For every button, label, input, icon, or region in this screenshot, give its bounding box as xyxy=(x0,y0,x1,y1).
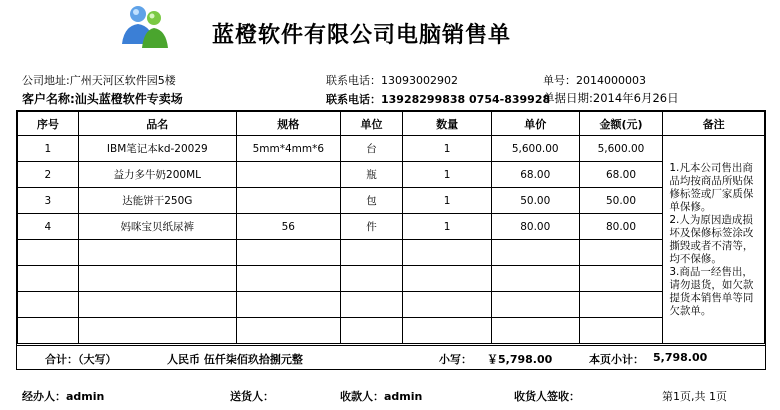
customer-phone: 联系电话：13928299838 0754-839928 xyxy=(326,93,551,106)
cell-spec: 5mm*4mm*6 xyxy=(236,136,340,162)
col-header-note: 备注 xyxy=(663,112,765,136)
small-label: 小写： xyxy=(439,353,472,366)
cell-spec: 56 xyxy=(236,214,340,240)
customer-name: 客户名称:汕头蓝橙软件专卖场 xyxy=(22,92,183,106)
cell-amount: 5,600.00 xyxy=(579,136,663,162)
note-cell xyxy=(663,136,765,344)
table-row xyxy=(18,214,765,240)
bill-date: 单据日期:2014年6月26日 xyxy=(543,91,679,105)
col-header-price: 单价 xyxy=(491,112,579,136)
cell-no: 4 xyxy=(18,214,79,240)
col-header-spec: 规格 xyxy=(236,112,340,136)
cell-amount: 50.00 xyxy=(579,188,663,214)
cell-unit: 瓶 xyxy=(340,162,403,188)
empty-row xyxy=(18,318,765,344)
total-label: 合计：（大写） xyxy=(45,353,117,366)
page-subtotal-value: 5,798.00 xyxy=(653,351,708,364)
empty-row xyxy=(18,266,765,292)
cell-amount: 80.00 xyxy=(579,214,663,240)
payee: 收款人：admin xyxy=(340,390,423,403)
col-header-name: 品名 xyxy=(78,112,236,136)
cell-amount: 68.00 xyxy=(579,162,663,188)
note-line-3: 3.商品一经售出，请勿退货，如欠款提货本销售单等同欠款单。 xyxy=(669,265,754,317)
cell-qty: 1 xyxy=(403,162,492,188)
document-title: 蓝橙软件有限公司电脑销售单 xyxy=(212,22,512,48)
deliverer: 送货人： xyxy=(230,390,274,403)
summary-row xyxy=(16,345,766,370)
col-header-no: 序号 xyxy=(18,112,79,136)
small-value: ￥5,798.00 xyxy=(487,353,553,366)
handler: 经办人：admin xyxy=(22,390,105,403)
table-row xyxy=(18,188,765,214)
cell-spec xyxy=(236,162,340,188)
cell-qty: 1 xyxy=(403,214,492,240)
cell-spec xyxy=(236,188,340,214)
cell-no: 1 xyxy=(18,136,79,162)
cell-name: 妈咪宝贝纸尿裤 xyxy=(78,214,236,240)
cell-price: 50.00 xyxy=(491,188,579,214)
cell-no: 2 xyxy=(18,162,79,188)
cell-price: 5,600.00 xyxy=(491,136,579,162)
cell-no: 3 xyxy=(18,188,79,214)
cell-name: 达能饼干250G xyxy=(78,188,236,214)
page-subtotal-label: 本页小计： xyxy=(589,353,644,366)
receiver: 收货人签收： xyxy=(514,390,580,403)
cell-name: 益力多牛奶200ML xyxy=(78,162,236,188)
cell-price: 80.00 xyxy=(491,214,579,240)
empty-row xyxy=(18,240,765,266)
sales-table xyxy=(16,110,766,370)
col-header-unit: 单位 xyxy=(340,112,403,136)
col-header-qty: 数量 xyxy=(403,112,492,136)
cell-unit: 台 xyxy=(340,136,403,162)
note-line-2: 2.人为原因造成损坏及保修标签涂改撕毁或者不清等，均不保修。 xyxy=(669,213,754,265)
total-words: 人民币 伍仟柒佰玖拾捌元整 xyxy=(167,353,303,366)
company-address: 公司地址:广州天河区软件园5楼 xyxy=(22,74,176,87)
cell-unit: 件 xyxy=(340,214,403,240)
cell-name: IBM笔记本kd-20029 xyxy=(78,136,236,162)
cell-qty: 1 xyxy=(403,136,492,162)
company-logo xyxy=(116,4,172,54)
page-indicator: 第1页,共 1页 xyxy=(662,390,727,403)
cell-price: 68.00 xyxy=(491,162,579,188)
table-row xyxy=(18,162,765,188)
table-row xyxy=(18,136,765,162)
cell-qty: 1 xyxy=(403,188,492,214)
col-header-amount: 金额(元) xyxy=(579,112,663,136)
order-number: 单号：2014000003 xyxy=(543,74,646,87)
cell-unit: 包 xyxy=(340,188,403,214)
note-line-1: 1.凡本公司售出商品均按商品所贴保修标签或厂家质保单保修。 xyxy=(669,161,754,213)
table-header-row xyxy=(18,112,765,136)
company-phone: 联系电话：13093002902 xyxy=(326,74,458,87)
empty-row xyxy=(18,292,765,318)
